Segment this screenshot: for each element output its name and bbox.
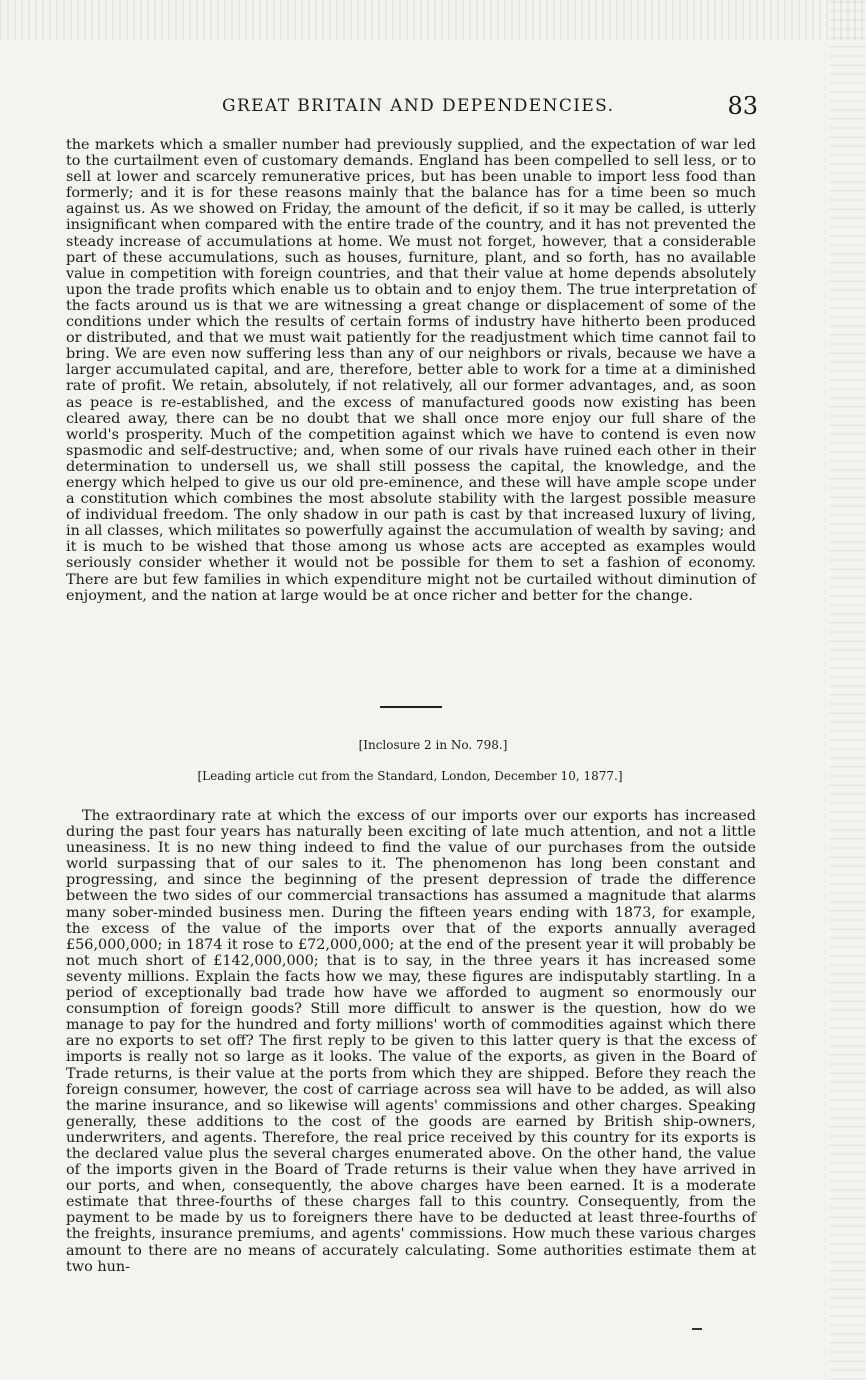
article-continuation-paragraph: the markets which a smaller number had previously supplied, and the expectation of war led to the curtailment even of customary demands. England has been compelled to sell less, or to sell at lower and scarcely remunerative prices, but has been unable to import less food than formerly; and it is for these reasons mainly that the balance has for a time been so much against us. As we showed on Friday, the amount of the deficit, if so it may be called, is utterly insignificant when compared with the entire trade of the country, and it has not prevented the steady increase of accumulations at home. We must not forget, however, that a considerable part of these accumulations, such as houses, furniture, plant, and so forth, has no available value in competition with foreign countries, and that their value at home depends absolutely upon the trade profits which enable us to obtain and to enjoy them. The true interpretation of the facts around us is that we are witnessing a great change or displacement of some of the conditions under which the results of certain forms of industry have hitherto been produced or distributed, and that we must wait patiently for the readjustment which time cannot fail to bring. We are even now suffering less than any of our neighbors or rivals, because we have a larger accumulated capital, and are, therefore, better able to work for a time at a diminished rate of profit. We retain, absolutely, if not relatively, all our former advantages, and, as soon as peace is re-established, and the excess of manufactured goods now existing has been cleared away, there can be no doubt that we shall once more enjoy our full share of the world's prosperity. Much of the competition against which we have to contend is even now spasmodic and self-destructive; and, when some of our rivals have ruined each other in their determination to undersell us, we shall still possess the capital, the knowledge, and the energy which helped to give us our old pre-eminence, and these will have ample scope under a constitution which combines the most absolute stability with the largest possible measure of individual freedom. The only shadow in our path is cast by that increased luxury of living, in all classes, which militates so powerfully against the accumulation of wealth by saving; and it is much to be wished that those among us whose acts are accepted as examples would seriously consider whether it would not be possible for them to set a fashion of economy. There are but few families in which expenditure might not be curtailed without diminution of enjoyment, and the nation at large would be at once richer and better for the change. <box>66 137 756 604</box>
stray-mark <box>692 1328 702 1330</box>
page-number: 83 <box>727 92 758 120</box>
scan-noise-top <box>0 0 866 40</box>
scan-noise-right-edge <box>830 0 866 1380</box>
section-divider <box>380 706 442 708</box>
standard-article-paragraph: The extraordinary rate at which the excess of our imports over our exports has increased during the past four years has naturally been exciting of late much attention, and not a little uneasiness. It is no new thing indeed to find the value of our purchases from the outside world surpassing that of our sales to it. The phenomenon has long been constant and progressing, and since the beginning of the present depression of trade the difference between the two sides of our commercial transactions has assumed a magnitude that alarms many sober-minded business men. During the fifteen years ending with 1873, for example, the excess of the value of the imports over that of the exports annually averaged £56,000,000; in 1874 it rose to £72,000,000; at the end of the present year it will probably be not much short of £142,000,000; that is to say, in the three years it has increased some seventy millions. Explain the facts how we may, these figures are indisputably startling. In a period of exceptionally bad trade how have we afforded to augment so enormously our consumption of foreign goods? Still more difficult to answer is the question, how do we manage to pay for the hundred and forty millions' worth of commodities against which there are no exports to set off? The first reply to be given to this latter query is that the excess of imports is really not so large as it looks. The value of the exports, as given in the Board of Trade returns, is their value at the ports from which they are shipped. Before they reach the foreign consumer, however, the cost of carriage across sea will have to be added, as will also the marine insurance, and so likewise will agents' commissions and other charges. Speaking generally, these additions to the cost of the goods are earned by British ship-owners, underwriters, and agents. Therefore, the real price received by this country for its exports is the declared value plus the several charges enumerated above. On the other hand, the value of the imports given in the Board of Trade returns is their value when they have arrived in our ports, and when, consequently, the above charges have been earned. It is a moderate estimate that three-fourths of these charges fall to this country. Consequently, from the payment to be made by us to foreigners there have to be deducted at least three-fourths of the freights, insurance premiums, and agents' commissions. How much these various charges amount to there are no means of accurately calculating. Some authorities estimate them at two hun- <box>66 808 756 1275</box>
page-header <box>66 92 766 122</box>
article-source-caption: [Leading article cut from the Standard, London, December 10, 1877.] <box>197 769 623 783</box>
running-title: GREAT BRITAIN AND DEPENDENCIES. <box>222 96 615 116</box>
inclosure-heading: [Inclosure 2 in No. 798.] <box>358 738 508 752</box>
